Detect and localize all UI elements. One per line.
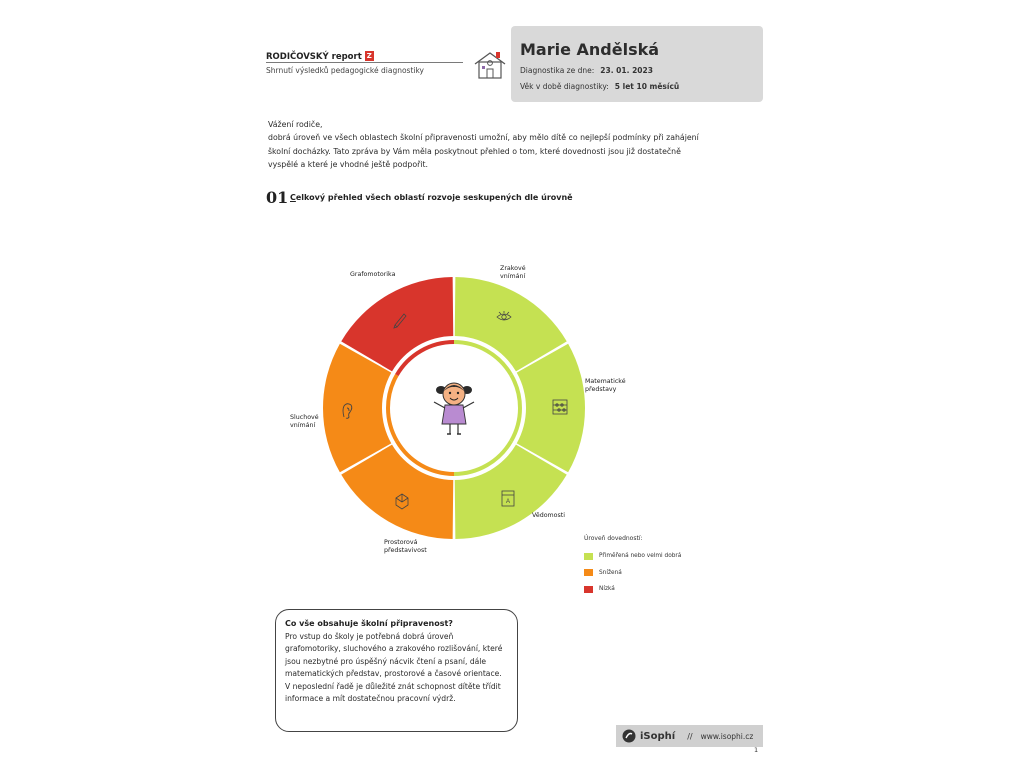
legend-swatch-reduced — [584, 569, 593, 576]
intro-body: dobrá úroveň ve všech oblastech školní připravenosti umožní, aby mělo dítě co nejlepší podmínky při zahájení školní docházky. Tato zpráva by Vám měla poskytnout přehled o tom, které dovednosti jsou již dostatečně vyspělé a které je vhodné ještě podpořit. — [268, 133, 699, 170]
info-box — [275, 609, 518, 732]
wheel-label-grafomotorika: Grafomotorika — [350, 271, 396, 278]
child-name: Marie Andělská — [520, 40, 660, 59]
intro-text — [268, 118, 708, 172]
svg-text:A: A — [505, 499, 511, 505]
report-brand: RODIČOVSKÝ report Z — [266, 52, 372, 62]
footer-bar — [616, 725, 763, 747]
skills-wheel — [300, 265, 620, 585]
school-house-icon — [472, 50, 508, 80]
report-subtitle: Shrnutí výsledků pedagogické diagnostiky — [266, 66, 424, 75]
wheel-label-sluchove: Sluchové vnímání — [290, 414, 319, 429]
child-info-card — [511, 26, 763, 102]
legend-title: Úroveň dovedností: — [584, 535, 643, 542]
footer-brand: iSophí — [640, 730, 676, 742]
intro-greeting: Vážení rodiče, — [268, 120, 323, 129]
info-box-title: Co vše obsahuje školní připravenost? — [285, 619, 453, 628]
info-box-text: Pro vstup do školy je potřebná dobrá úroveň grafomotoriky, sluchového a zrakového rozlišování, které jsou nezbytné pro úspěšný nácvik čtení a psaní, dále matematických představ, prostorové a časové orientace. V neposlední řadě je důležité znát schopnost dítěte třídit informace a mít dostatečnou pracovní výdrž. — [285, 632, 503, 704]
age-value: 5 let 10 měsíců — [614, 82, 680, 91]
level-legend — [584, 535, 681, 598]
footer-separator: // — [687, 731, 693, 741]
section-number: 01 — [266, 188, 289, 207]
page-number: 1 — [754, 746, 759, 754]
wheel-label-matematicke: Matematické představy — [585, 378, 626, 393]
diagnosis-date-value: 23. 01. 2023 — [600, 66, 653, 75]
diagnosis-date-row: Diagnostika ze dne: 23. 01. 2023 — [520, 66, 653, 75]
legend-swatch-good — [584, 553, 593, 560]
header-divider — [266, 62, 463, 63]
wheel-label-prostorova: Prostorová představivost — [384, 539, 427, 554]
wheel-label-zrakove: Zrakové vnímání — [500, 265, 526, 280]
isophi-logo-icon — [622, 729, 636, 743]
legend-swatch-low — [584, 586, 593, 593]
legend-item-low: Nízká — [584, 581, 681, 598]
footer-url-link[interactable]: www.isophi.cz — [700, 731, 754, 741]
legend-item-good: Přiměřená nebo velmi dobrá — [584, 548, 681, 565]
section-title: Celkový přehled všech oblastí rozvoje seskupených dle úrovně — [290, 193, 573, 202]
wheel-label-vedomosti: Vědomosti — [532, 512, 566, 519]
age-row: Věk v době diagnostiky: 5 let 10 měsíců — [520, 82, 680, 91]
legend-item-reduced: Snížená — [584, 565, 681, 582]
brand-badge: Z — [366, 52, 372, 60]
